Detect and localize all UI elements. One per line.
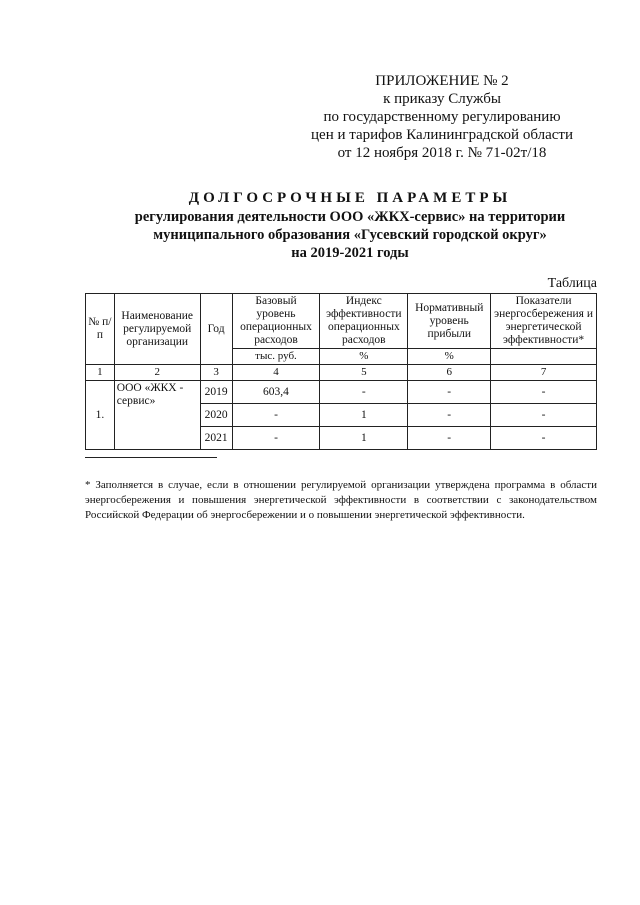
title-sub-2: муниципального образования «Гусевский городской округ»: [153, 227, 547, 243]
row-number: 1.: [86, 381, 115, 450]
energy-indicators-cell: -: [491, 381, 597, 404]
column-index: 5: [320, 365, 408, 381]
unit-efficiency-index: %: [320, 349, 408, 365]
column-index: 3: [200, 365, 232, 381]
column-index-row: [86, 365, 597, 381]
efficiency-index-cell: 1: [320, 427, 408, 450]
header-num: № п/п: [86, 294, 115, 365]
appendix-order-ref: к приказу Службы: [383, 91, 501, 107]
year-cell: 2021: [200, 427, 232, 450]
unit-base-cost: тыс. руб.: [232, 349, 320, 365]
profit-level-cell: -: [408, 404, 491, 427]
header-profit-level: Нормативный уровень прибыли: [408, 294, 491, 349]
footnote: * Заполняется в случае, если в отношении регулируемой организации утверждена программа в области энергосбережения и повышения энергетической эффективности в соответствии с законодательством Российской Федерации об энергосбережении и о повышении энергетической эффективности.: [85, 479, 597, 521]
year-cell: 2019: [200, 381, 232, 404]
table-label: Таблица: [547, 276, 597, 291]
title-sub-3: на 2019-2021 годы: [291, 245, 409, 261]
column-index: 1: [86, 365, 115, 381]
base-cost-cell: 603,4: [232, 381, 320, 404]
unit-energy-indicators: [491, 349, 597, 365]
appendix-title: ПРИЛОЖЕНИЕ № 2: [375, 73, 509, 89]
header-efficiency-index: Индекс эффективности операционных расходов: [320, 294, 408, 349]
base-cost-cell: -: [232, 427, 320, 450]
title-sub-1: регулирования деятельности ООО «ЖКХ-сервис» на территории: [134, 209, 566, 225]
parameters-table: [85, 293, 597, 450]
column-index: 7: [491, 365, 597, 381]
energy-indicators-cell: -: [491, 427, 597, 450]
appendix-date-line: от 12 ноября 2018 г. № 71-02т/18: [337, 145, 547, 161]
year-cell: 2020: [200, 404, 232, 427]
profit-level-cell: -: [408, 381, 491, 404]
appendix-header: [292, 72, 592, 162]
efficiency-index-cell: 1: [320, 404, 408, 427]
column-index: 6: [408, 365, 491, 381]
column-index: 4: [232, 365, 320, 381]
header-org: Наименование регулируемой организации: [114, 294, 200, 365]
unit-profit-level: %: [408, 349, 491, 365]
energy-indicators-cell: -: [491, 404, 597, 427]
appendix-region-line: цен и тарифов Калининградской области: [311, 127, 573, 143]
column-index: 2: [114, 365, 200, 381]
header-year: Год: [200, 294, 232, 365]
base-cost-cell: -: [232, 404, 320, 427]
header-energy-indicators: Показатели энергосбережения и энергетической эффективности*: [491, 294, 597, 349]
profit-level-cell: -: [408, 427, 491, 450]
organization-name: ООО «ЖКХ - сервис»: [114, 381, 200, 450]
efficiency-index-cell: -: [320, 381, 408, 404]
header-base-cost: Базовый уровень операционных расходов: [232, 294, 320, 349]
table-row: [86, 381, 597, 404]
title-main: ДОЛГОСРОЧНЫЕ ПАРАМЕТРЫ: [188, 190, 512, 206]
document-title: [80, 188, 620, 262]
footnote-divider: [85, 457, 217, 458]
appendix-service-line: по государственному регулированию: [323, 109, 561, 125]
